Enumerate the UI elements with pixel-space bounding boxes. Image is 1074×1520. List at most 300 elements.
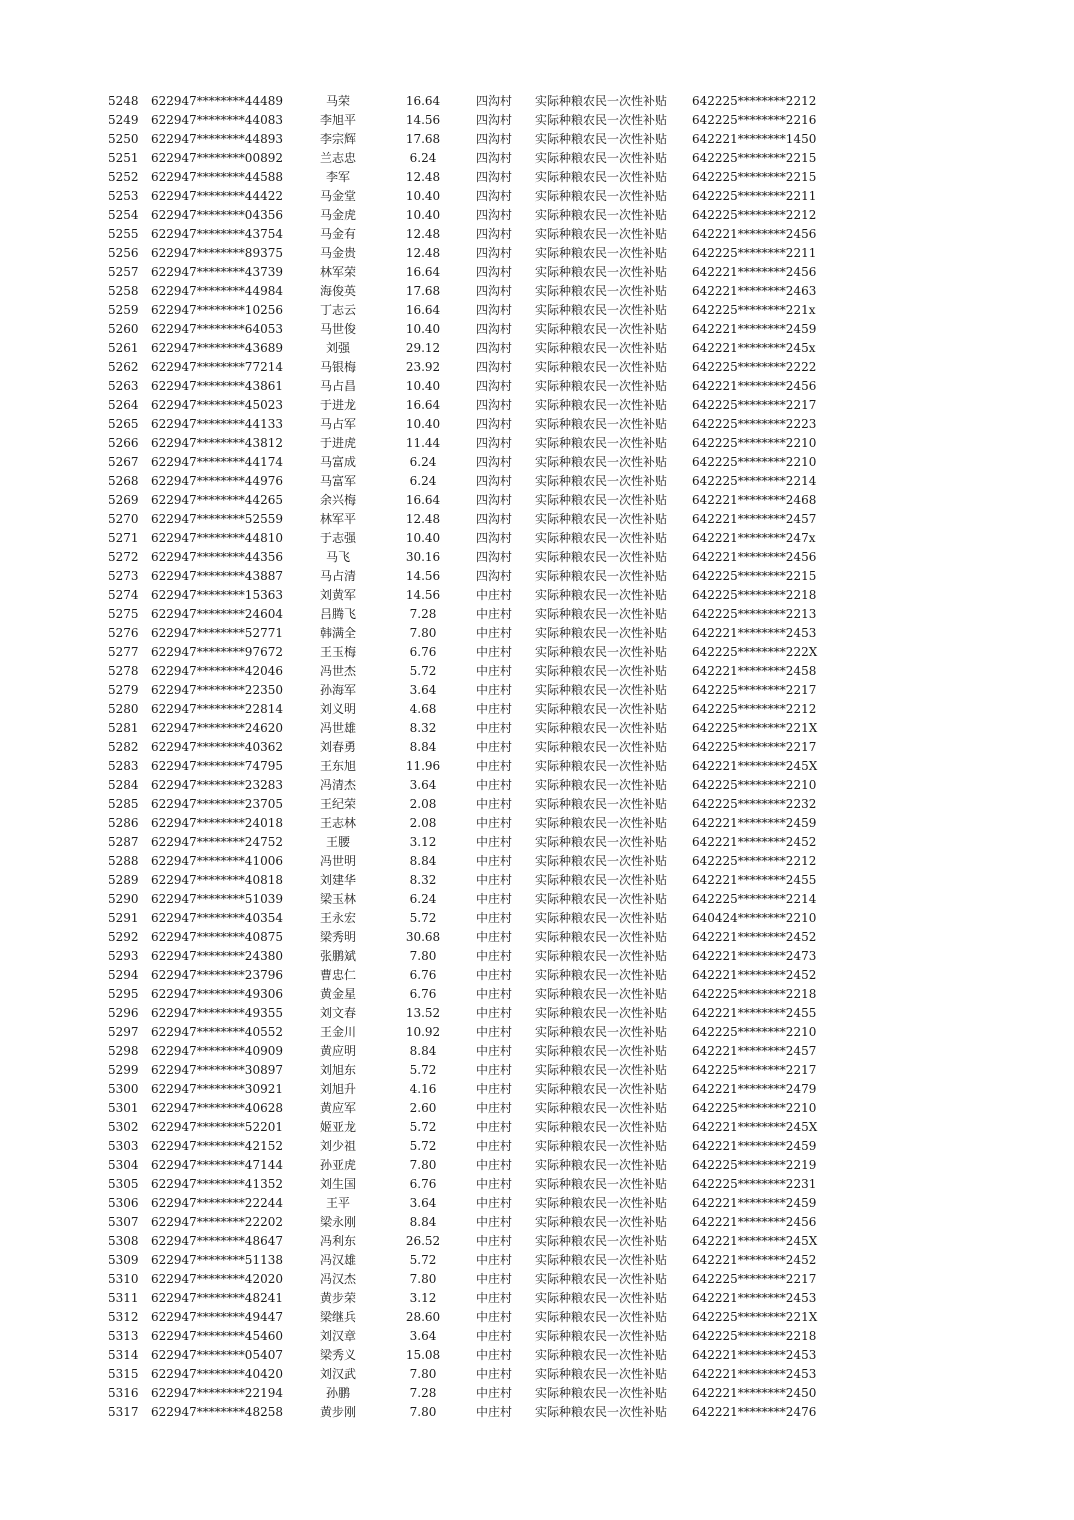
subsidy-item: 实际种粮农民一次性补贴	[535, 1177, 668, 1191]
id-number: 642221********2452	[692, 930, 817, 944]
village-name: 中庄村	[476, 1025, 513, 1039]
table-row	[0, 757, 1074, 776]
id-number: 642225********2219	[692, 1158, 817, 1172]
account-number: 622947********23705	[151, 797, 283, 811]
subsidy-item: 实际种粮农民一次性补贴	[535, 1196, 668, 1210]
id-number: 642225********2215	[692, 170, 817, 184]
account-number: 622947********48258	[151, 1405, 283, 1419]
subsidy-amount: 14.56	[405, 113, 441, 127]
row-number: 5279	[108, 683, 139, 697]
row-number: 5264	[108, 398, 139, 412]
account-number: 622947********44083	[151, 113, 283, 127]
farmer-name: 王永宏	[319, 911, 356, 925]
subsidy-amount: 10.40	[405, 208, 441, 222]
table-row	[0, 871, 1074, 890]
table-row	[0, 1213, 1074, 1232]
subsidy-amount: 17.68	[405, 284, 441, 298]
village-name: 四沟村	[476, 360, 513, 374]
table-row	[0, 776, 1074, 795]
id-number: 642225********2217	[692, 1272, 817, 1286]
row-number: 5283	[108, 759, 139, 773]
farmer-name: 张鹏斌	[319, 949, 356, 963]
subsidy-amount: 3.64	[409, 778, 437, 792]
id-number: 642221********2457	[692, 1044, 817, 1058]
table-row	[0, 1061, 1074, 1080]
subsidy-item: 实际种粮农民一次性补贴	[535, 607, 668, 621]
row-number: 5248	[108, 94, 139, 108]
subsidy-item: 实际种粮农民一次性补贴	[535, 1405, 668, 1419]
row-number: 5267	[108, 455, 139, 469]
subsidy-item: 实际种粮农民一次性补贴	[535, 949, 668, 963]
village-name: 中庄村	[476, 930, 513, 944]
id-number: 642225********2215	[692, 569, 817, 583]
account-number: 622947********24380	[151, 949, 283, 963]
village-name: 中庄村	[476, 1234, 513, 1248]
village-name: 中庄村	[476, 873, 513, 887]
id-number: 642221********2452	[692, 835, 817, 849]
farmer-name: 王腰	[325, 835, 350, 849]
account-number: 622947********42020	[151, 1272, 283, 1286]
table-row	[0, 1365, 1074, 1384]
table-row	[0, 643, 1074, 662]
subsidy-item: 实际种粮农民一次性补贴	[535, 1215, 668, 1229]
row-number: 5250	[108, 132, 139, 146]
subsidy-amount: 3.64	[409, 683, 437, 697]
table-row	[0, 548, 1074, 567]
farmer-name: 马金虎	[319, 208, 356, 222]
account-number: 622947********43754	[151, 227, 283, 241]
row-number: 5290	[108, 892, 139, 906]
village-name: 中庄村	[476, 778, 513, 792]
id-number: 642225********2211	[692, 189, 817, 203]
farmer-name: 王纪荣	[319, 797, 356, 811]
village-name: 中庄村	[476, 1367, 513, 1381]
subsidy-amount: 7.80	[409, 1272, 437, 1286]
village-name: 中庄村	[476, 1291, 513, 1305]
id-number: 642221********2468	[692, 493, 817, 507]
farmer-name: 刘强	[325, 341, 350, 355]
subsidy-item: 实际种粮农民一次性补贴	[535, 664, 668, 678]
subsidy-amount: 23.92	[405, 360, 441, 374]
farmer-name: 王玉梅	[319, 645, 356, 659]
subsidy-amount: 3.64	[409, 1329, 437, 1343]
row-number: 5293	[108, 949, 139, 963]
subsidy-item: 实际种粮农民一次性补贴	[535, 1158, 668, 1172]
subsidy-amount: 5.72	[409, 1063, 437, 1077]
account-number: 622947********24752	[151, 835, 283, 849]
village-name: 四沟村	[476, 303, 513, 317]
village-name: 中庄村	[476, 1310, 513, 1324]
village-name: 中庄村	[476, 721, 513, 735]
subsidy-item: 实际种粮农民一次性补贴	[535, 1367, 668, 1381]
subsidy-amount: 5.72	[409, 664, 437, 678]
row-number: 5275	[108, 607, 139, 621]
village-name: 四沟村	[476, 474, 513, 488]
id-number: 642225********2217	[692, 740, 817, 754]
id-number: 642221********2453	[692, 1348, 817, 1362]
subsidy-amount: 16.64	[405, 303, 441, 317]
village-name: 中庄村	[476, 588, 513, 602]
subsidy-item: 实际种粮农民一次性补贴	[535, 1120, 668, 1134]
id-number: 642225********2217	[692, 683, 817, 697]
farmer-name: 林军平	[319, 512, 356, 526]
subsidy-amount: 10.40	[405, 379, 441, 393]
id-number: 642221********2456	[692, 1215, 817, 1229]
farmer-name: 马占军	[319, 417, 356, 431]
table-row	[0, 225, 1074, 244]
account-number: 622947********43689	[151, 341, 283, 355]
village-name: 四沟村	[476, 341, 513, 355]
account-number: 622947********40362	[151, 740, 283, 754]
account-number: 622947********22202	[151, 1215, 283, 1229]
id-number: 642221********2453	[692, 1367, 817, 1381]
subsidy-amount: 11.44	[405, 436, 441, 450]
farmer-name: 马金堂	[319, 189, 356, 203]
farmer-name: 王金川	[319, 1025, 356, 1039]
account-number: 622947********22194	[151, 1386, 283, 1400]
row-number: 5316	[108, 1386, 139, 1400]
account-number: 622947********44893	[151, 132, 283, 146]
account-number: 622947********52201	[151, 1120, 283, 1134]
row-number: 5280	[108, 702, 139, 716]
account-number: 622947********23283	[151, 778, 283, 792]
village-name: 中庄村	[476, 645, 513, 659]
table-row	[0, 605, 1074, 624]
table-row	[0, 168, 1074, 187]
row-number: 5315	[108, 1367, 139, 1381]
id-number: 642221********2453	[692, 626, 817, 640]
subsidy-item: 实际种粮农民一次性补贴	[535, 1234, 668, 1248]
subsidy-item: 实际种粮农民一次性补贴	[535, 683, 668, 697]
id-number: 642225********221X	[692, 721, 818, 735]
farmer-name: 黄应明	[319, 1044, 356, 1058]
village-name: 四沟村	[476, 512, 513, 526]
village-name: 中庄村	[476, 1405, 513, 1419]
table-row	[0, 928, 1074, 947]
subsidy-item: 实际种粮农民一次性补贴	[535, 493, 668, 507]
id-number: 642225********2215	[692, 151, 817, 165]
farmer-name: 刘春勇	[319, 740, 356, 754]
table-row	[0, 1403, 1074, 1422]
table-row	[0, 282, 1074, 301]
table-row	[0, 567, 1074, 586]
subsidy-amount: 8.32	[409, 721, 437, 735]
farmer-name: 王平	[325, 1196, 350, 1210]
table-row	[0, 1289, 1074, 1308]
subsidy-amount: 8.84	[409, 1215, 437, 1229]
village-name: 中庄村	[476, 683, 513, 697]
account-number: 622947********15363	[151, 588, 283, 602]
village-name: 四沟村	[476, 265, 513, 279]
subsidy-item: 实际种粮农民一次性补贴	[535, 246, 668, 260]
village-name: 中庄村	[476, 1139, 513, 1153]
subsidy-item: 实际种粮农民一次性补贴	[535, 417, 668, 431]
id-number: 642221********2450	[692, 1386, 817, 1400]
account-number: 622947********49306	[151, 987, 283, 1001]
subsidy-amount: 5.72	[409, 1253, 437, 1267]
farmer-name: 刘义明	[319, 702, 356, 716]
row-number: 5259	[108, 303, 139, 317]
row-number: 5312	[108, 1310, 139, 1324]
id-number: 642221********2459	[692, 1196, 817, 1210]
account-number: 622947********44984	[151, 284, 283, 298]
village-name: 中庄村	[476, 1253, 513, 1267]
village-name: 中庄村	[476, 607, 513, 621]
farmer-name: 马飞	[325, 550, 350, 564]
row-number: 5286	[108, 816, 139, 830]
subsidy-item: 实际种粮农民一次性补贴	[535, 1006, 668, 1020]
village-name: 四沟村	[476, 94, 513, 108]
row-number: 5298	[108, 1044, 139, 1058]
id-number: 642221********2459	[692, 1139, 817, 1153]
subsidy-amount: 2.60	[409, 1101, 437, 1115]
account-number: 622947********43861	[151, 379, 283, 393]
subsidy-amount: 3.12	[409, 835, 437, 849]
farmer-name: 黄步刚	[319, 1405, 356, 1419]
subsidy-amount: 12.48	[405, 246, 441, 260]
account-number: 622947********24620	[151, 721, 283, 735]
village-name: 中庄村	[476, 835, 513, 849]
subsidy-item: 实际种粮农民一次性补贴	[535, 626, 668, 640]
village-name: 四沟村	[476, 455, 513, 469]
row-number: 5257	[108, 265, 139, 279]
subsidy-amount: 28.60	[405, 1310, 441, 1324]
id-number: 642221********245X	[692, 759, 818, 773]
village-name: 四沟村	[476, 151, 513, 165]
row-number: 5308	[108, 1234, 139, 1248]
subsidy-amount: 10.40	[405, 189, 441, 203]
subsidy-item: 实际种粮农民一次性补贴	[535, 208, 668, 222]
farmer-name: 冯世杰	[319, 664, 356, 678]
subsidy-item: 实际种粮农民一次性补贴	[535, 265, 668, 279]
table-row	[0, 909, 1074, 928]
id-number: 642225********222X	[692, 645, 818, 659]
subsidy-item: 实际种粮农民一次性补贴	[535, 1310, 668, 1324]
table-row	[0, 263, 1074, 282]
village-name: 中庄村	[476, 702, 513, 716]
table-row	[0, 415, 1074, 434]
subsidy-amount: 10.40	[405, 322, 441, 336]
village-name: 中庄村	[476, 968, 513, 982]
subsidy-item: 实际种粮农民一次性补贴	[535, 379, 668, 393]
village-name: 中庄村	[476, 1386, 513, 1400]
id-number: 642225********2222	[692, 360, 817, 374]
table-row	[0, 1308, 1074, 1327]
farmer-name: 余兴梅	[319, 493, 356, 507]
subsidy-amount: 13.52	[405, 1006, 441, 1020]
subsidy-amount: 3.12	[409, 1291, 437, 1305]
village-name: 四沟村	[476, 436, 513, 450]
id-number: 642221********2459	[692, 322, 817, 336]
subsidy-item: 实际种粮农民一次性补贴	[535, 930, 668, 944]
subsidy-item: 实际种粮农民一次性补贴	[535, 512, 668, 526]
subsidy-item: 实际种粮农民一次性补贴	[535, 873, 668, 887]
account-number: 622947********22350	[151, 683, 283, 697]
table-row	[0, 510, 1074, 529]
id-number: 642221********2476	[692, 1405, 817, 1419]
account-number: 622947********89375	[151, 246, 283, 260]
id-number: 642225********2210	[692, 1025, 817, 1039]
subsidy-amount: 26.52	[405, 1234, 441, 1248]
account-number: 622947********40354	[151, 911, 283, 925]
account-number: 622947********42046	[151, 664, 283, 678]
subsidy-amount: 14.56	[405, 569, 441, 583]
subsidy-amount: 6.76	[409, 645, 437, 659]
subsidy-amount: 12.48	[405, 512, 441, 526]
farmer-name: 刘黄军	[319, 588, 356, 602]
id-number: 642225********2218	[692, 1329, 817, 1343]
row-number: 5260	[108, 322, 139, 336]
row-number: 5291	[108, 911, 139, 925]
subsidy-item: 实际种粮农民一次性补贴	[535, 702, 668, 716]
account-number: 622947********10256	[151, 303, 283, 317]
subsidy-amount: 10.92	[405, 1025, 441, 1039]
row-number: 5303	[108, 1139, 139, 1153]
account-number: 622947********74795	[151, 759, 283, 773]
table-row	[0, 738, 1074, 757]
subsidy-item: 实际种粮农民一次性补贴	[535, 474, 668, 488]
row-number: 5256	[108, 246, 139, 260]
village-name: 四沟村	[476, 246, 513, 260]
table-row	[0, 1232, 1074, 1251]
row-number: 5253	[108, 189, 139, 203]
account-number: 622947********44422	[151, 189, 283, 203]
table-row	[0, 1270, 1074, 1289]
row-number: 5252	[108, 170, 139, 184]
subsidy-amount: 11.96	[405, 759, 441, 773]
id-number: 642221********2456	[692, 227, 817, 241]
id-number: 642221********2479	[692, 1082, 817, 1096]
subsidy-item: 实际种粮农民一次性补贴	[535, 1272, 668, 1286]
account-number: 622947********23796	[151, 968, 283, 982]
account-number: 622947********45460	[151, 1329, 283, 1343]
table-row	[0, 358, 1074, 377]
village-name: 四沟村	[476, 398, 513, 412]
farmer-name: 黄步荣	[319, 1291, 356, 1305]
id-number: 642221********245x	[692, 341, 816, 355]
subsidy-item: 实际种粮农民一次性补贴	[535, 835, 668, 849]
subsidy-amount: 7.28	[409, 607, 437, 621]
account-number: 622947********44174	[151, 455, 283, 469]
village-name: 四沟村	[476, 531, 513, 545]
account-number: 622947********40875	[151, 930, 283, 944]
farmer-name: 冯利东	[319, 1234, 356, 1248]
account-number: 622947********44265	[151, 493, 283, 507]
row-number: 5305	[108, 1177, 139, 1191]
subsidy-amount: 16.64	[405, 94, 441, 108]
subsidy-amount: 6.24	[409, 892, 437, 906]
row-number: 5300	[108, 1082, 139, 1096]
subsidy-item: 实际种粮农民一次性补贴	[535, 189, 668, 203]
village-name: 中庄村	[476, 1196, 513, 1210]
subsidy-item: 实际种粮农民一次性补贴	[535, 341, 668, 355]
row-number: 5268	[108, 474, 139, 488]
farmer-name: 林军荣	[319, 265, 356, 279]
subsidy-amount: 10.40	[405, 417, 441, 431]
row-number: 5269	[108, 493, 139, 507]
account-number: 622947********52771	[151, 626, 283, 640]
subsidy-item: 实际种粮农民一次性补贴	[535, 1348, 668, 1362]
table-row	[0, 149, 1074, 168]
id-number: 642221********2452	[692, 1253, 817, 1267]
subsidy-item: 实际种粮农民一次性补贴	[535, 132, 668, 146]
subsidy-amount: 7.80	[409, 1367, 437, 1381]
row-number: 5265	[108, 417, 139, 431]
farmer-name: 于进虎	[319, 436, 356, 450]
account-number: 622947********49447	[151, 1310, 283, 1324]
table-row	[0, 947, 1074, 966]
table-row	[0, 320, 1074, 339]
account-number: 622947********43812	[151, 436, 283, 450]
subsidy-amount: 8.84	[409, 740, 437, 754]
row-number: 5309	[108, 1253, 139, 1267]
id-number: 642225********2210	[692, 778, 817, 792]
subsidy-item: 实际种粮农民一次性补贴	[535, 740, 668, 754]
farmer-name: 黄金星	[319, 987, 356, 1001]
subsidy-amount: 6.24	[409, 474, 437, 488]
village-name: 四沟村	[476, 170, 513, 184]
account-number: 622947********51039	[151, 892, 283, 906]
subsidy-amount: 7.80	[409, 1158, 437, 1172]
row-number: 5296	[108, 1006, 139, 1020]
subsidy-item: 实际种粮农民一次性补贴	[535, 1063, 668, 1077]
farmer-name: 马世俊	[319, 322, 356, 336]
farmer-name: 吕腾飞	[319, 607, 356, 621]
account-number: 622947********40552	[151, 1025, 283, 1039]
row-number: 5314	[108, 1348, 139, 1362]
farmer-name: 李军	[325, 170, 350, 184]
subsidy-item: 实际种粮农民一次性补贴	[535, 854, 668, 868]
subsidy-amount: 7.80	[409, 1405, 437, 1419]
subsidy-amount: 29.12	[405, 341, 441, 355]
farmer-name: 马富成	[319, 455, 356, 469]
village-name: 四沟村	[476, 322, 513, 336]
village-name: 四沟村	[476, 227, 513, 241]
account-number: 622947********41006	[151, 854, 283, 868]
subsidy-item: 实际种粮农民一次性补贴	[535, 436, 668, 450]
subsidy-item: 实际种粮农民一次性补贴	[535, 1044, 668, 1058]
subsidy-item: 实际种粮农民一次性补贴	[535, 170, 668, 184]
farmer-name: 姬亚龙	[319, 1120, 356, 1134]
account-number: 622947********44133	[151, 417, 283, 431]
farmer-name: 冯汉杰	[319, 1272, 356, 1286]
farmer-name: 梁玉林	[319, 892, 356, 906]
village-name: 中庄村	[476, 911, 513, 925]
id-number: 642221********2457	[692, 512, 817, 526]
account-number: 622947********30921	[151, 1082, 283, 1096]
subsidy-item: 实际种粮农民一次性补贴	[535, 645, 668, 659]
row-number: 5297	[108, 1025, 139, 1039]
subsidy-item: 实际种粮农民一次性补贴	[535, 797, 668, 811]
account-number: 622947********43739	[151, 265, 283, 279]
table-row	[0, 1042, 1074, 1061]
village-name: 中庄村	[476, 1215, 513, 1229]
subsidy-amount: 15.08	[405, 1348, 441, 1362]
account-number: 622947********05407	[151, 1348, 283, 1362]
id-number: 642221********245X	[692, 1120, 818, 1134]
table-row	[0, 1118, 1074, 1137]
account-number: 622947********30897	[151, 1063, 283, 1077]
village-name: 中庄村	[476, 797, 513, 811]
id-number: 642225********221x	[692, 303, 816, 317]
subsidy-amount: 4.68	[409, 702, 437, 716]
subsidy-amount: 16.64	[405, 398, 441, 412]
subsidy-item: 实际种粮农民一次性补贴	[535, 1291, 668, 1305]
id-number: 642221********2456	[692, 265, 817, 279]
row-number: 5284	[108, 778, 139, 792]
account-number: 622947********42152	[151, 1139, 283, 1153]
subsidy-item: 实际种粮农民一次性补贴	[535, 1139, 668, 1153]
